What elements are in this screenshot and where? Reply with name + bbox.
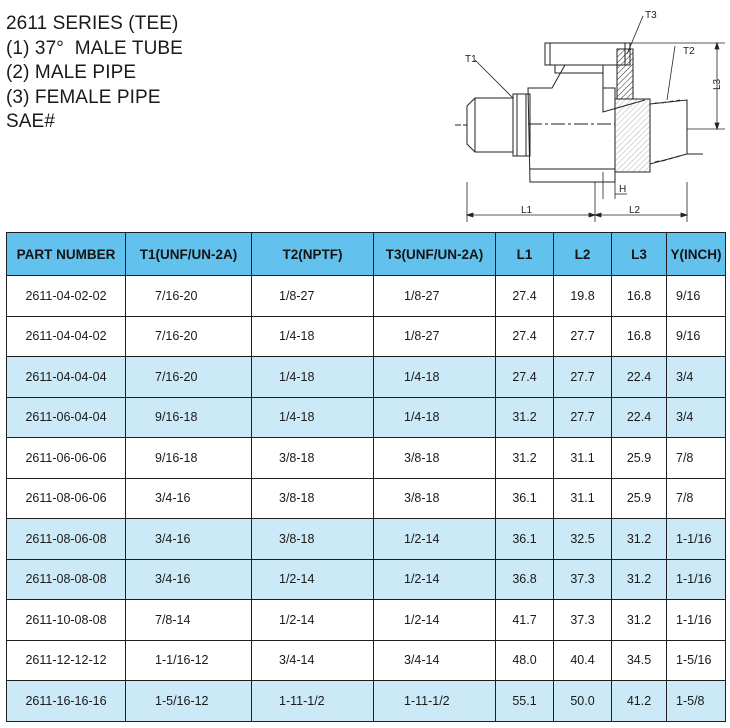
type-line-male-tube: (1) 37° MALE TUBE xyxy=(6,37,183,59)
part-number-cell: 2611-06-06-06 xyxy=(7,438,126,479)
t1-cell: 7/16-20 xyxy=(126,276,252,317)
t2-cell: 3/8-18 xyxy=(252,478,374,519)
l3-cell: 25.9 xyxy=(612,478,667,519)
part-number-cell: 2611-08-08-08 xyxy=(7,559,126,600)
table-row xyxy=(7,600,726,641)
t3-cell: 1/2-14 xyxy=(374,600,496,641)
t3-cell: 1/2-14 xyxy=(374,519,496,560)
t2-cell: 3/8-18 xyxy=(252,438,374,479)
l1-cell: 27.4 xyxy=(496,276,554,317)
l1-cell: 31.2 xyxy=(496,397,554,438)
l2-cell: 40.4 xyxy=(554,640,612,681)
part-number-cell: 2611-16-16-16 xyxy=(7,681,126,722)
t3-cell: 3/8-18 xyxy=(374,478,496,519)
col-header-t1: T1(UNF/UN-2A) xyxy=(126,233,252,276)
y-cell: 3/4 xyxy=(667,357,726,398)
spec-table xyxy=(6,232,726,722)
part-number-cell: 2611-04-04-02 xyxy=(7,316,126,357)
table-row xyxy=(7,438,726,479)
t3-cell: 1/4-18 xyxy=(374,357,496,398)
series-title-block xyxy=(6,12,183,135)
l1-cell: 55.1 xyxy=(496,681,554,722)
l2-cell: 32.5 xyxy=(554,519,612,560)
t1-cell: 1-5/16-12 xyxy=(126,681,252,722)
series-title: 2611 SERIES (TEE) xyxy=(6,13,179,34)
type-line-male-pipe: (2) MALE PIPE xyxy=(6,62,137,83)
t3-cell: 1/4-18 xyxy=(374,397,496,438)
t2-cell: 1/2-14 xyxy=(252,559,374,600)
y-cell: 7/8 xyxy=(667,478,726,519)
y-cell: 1-1/16 xyxy=(667,600,726,641)
t3-cell: 1/8-27 xyxy=(374,316,496,357)
col-header-l1: L1 xyxy=(496,233,554,276)
top-female-branch xyxy=(545,43,633,99)
l2-cell: 27.7 xyxy=(554,357,612,398)
t2-cell: 1/2-14 xyxy=(252,600,374,641)
t2-cell: 1/8-27 xyxy=(252,276,374,317)
part-number-cell: 2611-08-06-06 xyxy=(7,478,126,519)
l3-cell: 22.4 xyxy=(612,397,667,438)
label-t3: T3 xyxy=(645,10,657,21)
l2-cell: 31.1 xyxy=(554,438,612,479)
t2-cell: 3/8-18 xyxy=(252,519,374,560)
part-number-cell: 2611-08-06-08 xyxy=(7,519,126,560)
l3-cell: 22.4 xyxy=(612,357,667,398)
label-t1: T1 xyxy=(465,54,477,65)
l3-cell: 41.2 xyxy=(612,681,667,722)
l3-cell: 31.2 xyxy=(612,519,667,560)
t3-cell: 1-11-1/2 xyxy=(374,681,496,722)
l3-cell: 34.5 xyxy=(612,640,667,681)
y-cell: 1-1/16 xyxy=(667,519,726,560)
y-cell: 1-5/16 xyxy=(667,640,726,681)
t1-cell: 7/16-20 xyxy=(126,316,252,357)
col-header-l3: L3 xyxy=(612,233,667,276)
tee-fitting-drawing xyxy=(455,4,730,226)
type-line-female-pipe: (3) FEMALE PIPE xyxy=(6,86,161,108)
label-l3: L3 xyxy=(712,78,723,90)
t1-cell: 9/16-18 xyxy=(126,397,252,438)
l1-cell: 36.1 xyxy=(496,478,554,519)
l1-cell: 27.4 xyxy=(496,316,554,357)
t1-cell: 7/8-14 xyxy=(126,600,252,641)
y-cell: 9/16 xyxy=(667,316,726,357)
t2-cell: 3/4-14 xyxy=(252,640,374,681)
male-pipe-end xyxy=(650,100,703,164)
table-row xyxy=(7,357,726,398)
y-cell: 9/16 xyxy=(667,276,726,317)
col-header-part-number: PART NUMBER xyxy=(7,233,126,276)
part-number-cell: 2611-06-04-04 xyxy=(7,397,126,438)
t2-cell: 1/4-18 xyxy=(252,316,374,357)
l2-cell: 50.0 xyxy=(554,681,612,722)
col-header-y: Y(INCH) xyxy=(667,233,726,276)
table-body xyxy=(7,276,726,722)
t2-cell: 1/4-18 xyxy=(252,397,374,438)
t1-cell: 1-1/16-12 xyxy=(126,640,252,681)
y-cell: 1-5/8 xyxy=(667,681,726,722)
t1-cell: 7/16-20 xyxy=(126,357,252,398)
table-header-row xyxy=(7,233,726,276)
t3-cell: 3/8-18 xyxy=(374,438,496,479)
l2-cell: 27.7 xyxy=(554,397,612,438)
male-tube-end xyxy=(455,94,530,156)
t1-cell: 3/4-16 xyxy=(126,478,252,519)
t1-cell: 9/16-18 xyxy=(126,438,252,479)
col-header-t3: T3(UNF/UN-2A) xyxy=(374,233,496,276)
y-cell: 3/4 xyxy=(667,397,726,438)
l1-cell: 36.1 xyxy=(496,519,554,560)
l3-cell: 16.8 xyxy=(612,316,667,357)
table-row xyxy=(7,640,726,681)
l3-cell: 31.2 xyxy=(612,600,667,641)
l1-cell: 36.8 xyxy=(496,559,554,600)
label-h: H xyxy=(619,184,627,195)
t3-cell: 1/2-14 xyxy=(374,559,496,600)
col-header-l2: L2 xyxy=(554,233,612,276)
part-number-cell: 2611-12-12-12 xyxy=(7,640,126,681)
label-l2: L2 xyxy=(629,205,641,216)
table-row xyxy=(7,559,726,600)
l2-cell: 19.8 xyxy=(554,276,612,317)
t1-cell: 3/4-16 xyxy=(126,559,252,600)
l2-cell: 37.3 xyxy=(554,600,612,641)
table-row xyxy=(7,316,726,357)
t2-cell: 1-11-1/2 xyxy=(252,681,374,722)
l1-cell: 48.0 xyxy=(496,640,554,681)
l1-cell: 31.2 xyxy=(496,438,554,479)
y-cell: 7/8 xyxy=(667,438,726,479)
table-row xyxy=(7,681,726,722)
l2-cell: 27.7 xyxy=(554,316,612,357)
l2-cell: 37.3 xyxy=(554,559,612,600)
standard-line: SAE# xyxy=(6,111,55,132)
table-row xyxy=(7,519,726,560)
col-header-t2: T2(NPTF) xyxy=(252,233,374,276)
t3-cell: 3/4-14 xyxy=(374,640,496,681)
t3-cell: 1/8-27 xyxy=(374,276,496,317)
t2-cell: 1/4-18 xyxy=(252,357,374,398)
table-row xyxy=(7,478,726,519)
label-t2: T2 xyxy=(683,46,695,57)
l1-cell: 27.4 xyxy=(496,357,554,398)
t1-cell: 3/4-16 xyxy=(126,519,252,560)
y-cell: 1-1/16 xyxy=(667,559,726,600)
l3-cell: 31.2 xyxy=(612,559,667,600)
part-number-cell: 2611-04-04-04 xyxy=(7,357,126,398)
l1-cell: 41.7 xyxy=(496,600,554,641)
label-l1: L1 xyxy=(521,205,533,216)
part-number-cell: 2611-04-02-02 xyxy=(7,276,126,317)
table-row xyxy=(7,276,726,317)
l3-cell: 16.8 xyxy=(612,276,667,317)
part-number-cell: 2611-10-08-08 xyxy=(7,600,126,641)
table-row xyxy=(7,397,726,438)
l2-cell: 31.1 xyxy=(554,478,612,519)
l3-cell: 25.9 xyxy=(612,438,667,479)
